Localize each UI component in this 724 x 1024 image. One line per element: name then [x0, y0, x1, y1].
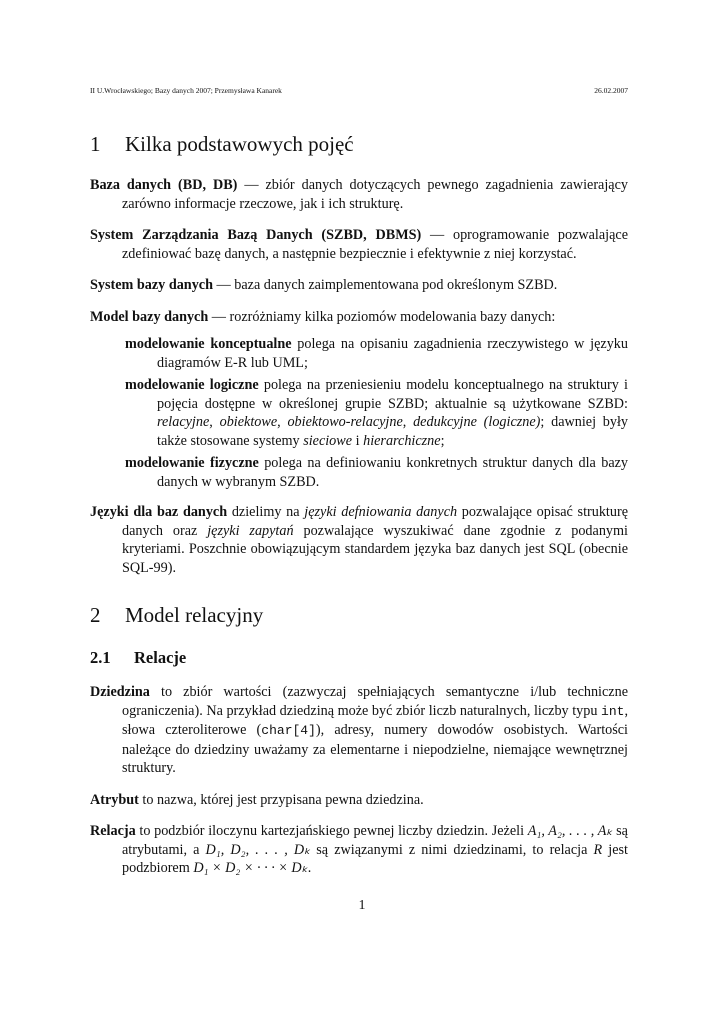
languages-text-3: pozwalające wyszukiwać dane zgodnie z podanymi kryteriami. Poszchnie obowiązującym standardem języka baz danych jest SQL (obecnie SQL-99). — [122, 522, 628, 576]
definition-database-model — [90, 308, 628, 327]
logical-em-relational: relacyjne — [157, 414, 210, 430]
modeling-logical — [125, 376, 628, 450]
document-body — [90, 130, 628, 891]
relation-math-r: R — [593, 841, 603, 858]
logical-text-3: i — [352, 432, 364, 449]
logical-em-object-relational: obiektowo-relacyjne — [287, 414, 403, 430]
section-2-title: Model relacyjny — [125, 603, 264, 627]
term-database: Baza danych (BD, DB) — [90, 177, 238, 193]
term-domain: Dziedzina — [90, 684, 150, 700]
definition-attribute — [90, 791, 628, 810]
subsection-2-1-title: Relacje — [134, 648, 187, 667]
relation-text-3: są związanymi z nimi dziedzinami, to relacja — [310, 841, 594, 858]
definition-dbms-text: — oprogramowanie pozwalające zdefiniować bazę danych, a następnie bezpiecznie i efektywnie z niej korzystać. — [122, 227, 628, 262]
section-1-heading — [90, 130, 628, 158]
relation-math-attributes: A₁, A₂, . . . , Aₖ — [527, 823, 613, 839]
relation-math-domains: D₁, D₂, . . . , Dₖ — [205, 841, 311, 858]
running-header — [90, 86, 628, 95]
term-physical: modelowanie fizyczne — [125, 455, 259, 471]
logical-sep-3: , — [402, 414, 414, 430]
page-number: 1 — [358, 898, 366, 913]
definition-database — [90, 176, 628, 213]
domain-code-char4: char[4] — [261, 723, 316, 738]
definition-relation — [90, 822, 628, 878]
conceptual-text: polega na opisaniu zagadnienia rzeczywistego w języku diagramów E-R lub UML; — [157, 336, 628, 371]
logical-sep-1: , — [209, 414, 220, 430]
term-conceptual: modelowanie konceptualne — [125, 336, 292, 352]
modeling-levels-list — [125, 335, 628, 491]
domain-text-3: ), adresy, numery dowodów osobistych. Wartości należące do dziedziny uważamy za elementarne i niepodzielne, niemające wewnętrznej struktury. — [122, 722, 628, 776]
relation-math-product: D₁ × D₂ × · · · × Dₖ — [193, 860, 308, 876]
domain-text-2: , słowa czteroliterowe ( — [122, 702, 628, 738]
subsection-2-1-number: 2.1 — [90, 648, 111, 667]
term-logical: modelowanie logiczne — [125, 377, 259, 393]
logical-sep-2: , — [277, 414, 288, 430]
languages-em-query: języki zapytań — [207, 522, 294, 539]
term-database-system: System bazy danych — [90, 277, 213, 293]
modeling-conceptual — [125, 335, 628, 372]
languages-text-2: pozwalające opisać strukturę danych oraz — [122, 504, 628, 539]
header-left: II U.Wrocławskiego; Bazy danych 2007; Przemysława Kanarek — [90, 86, 282, 95]
logical-em-object: obiektowe — [219, 414, 278, 430]
logical-text-2: ; dawniej były także stosowane systemy — [157, 414, 629, 449]
relation-text-2: są atrybutami, a — [122, 823, 628, 858]
definition-database-system — [90, 276, 628, 295]
term-database-model: Model bazy danych — [90, 308, 209, 325]
definition-database-system-text: — baza danych zaimplementowana pod określonym SZBD. — [212, 277, 558, 293]
definition-domain — [90, 683, 628, 778]
subsection-2-1-heading — [90, 647, 628, 669]
definition-dbms — [90, 226, 628, 263]
term-relation: Relacja — [90, 823, 136, 839]
languages-em-ddl: języki defniowania danych — [304, 504, 458, 520]
attribute-text: to nazwa, której jest przypisana pewna dziedzina. — [138, 791, 424, 808]
domain-code-int: int — [601, 703, 625, 719]
definition-database-model-text: — rozróżniamy kilka poziomów modelowania bazy danych: — [208, 308, 556, 325]
logical-em-hierarchical: hierarchiczne — [363, 432, 441, 449]
domain-text-1: to zbiór wartości (zazwyczaj spełniających semantyczne i/lub techniczne ograniczenia). Na przykład dziedziną może być zbiór liczb naturalnych, liczby typu — [122, 684, 628, 719]
header-date: 26.02.2007 — [594, 86, 628, 95]
relation-text-4: jest podzbiorem — [122, 841, 628, 876]
languages-text-1: dzielimy na — [227, 504, 305, 520]
logical-text-4: ; — [440, 432, 445, 449]
relation-text-1: to podzbiór iloczynu kartezjańskiego pewnej liczby dziedzin. Jeżeli — [135, 823, 528, 839]
term-dbms: System Zarządzania Bazą Danych (SZBD, DBMS) — [90, 227, 422, 243]
term-db-languages: Języki dla baz danych — [90, 504, 228, 520]
modeling-physical — [125, 454, 628, 491]
logical-text-1: polega na przeniesieniu modelu konceptualnego na struktury i pojęcia dostępne w określonej grupie SZBD; aktualnie są użytkowane SZBD: — [157, 377, 628, 412]
relation-text-5: . — [307, 860, 312, 876]
section-2-heading — [90, 601, 628, 629]
logical-em-network: sieciowe — [303, 432, 353, 449]
definition-db-languages — [90, 503, 628, 577]
physical-text: polega na definiowaniu konkretnych struktur danych dla bazy danych w wybranym SZBD. — [157, 455, 629, 490]
term-attribute: Atrybut — [90, 791, 139, 808]
logical-em-deductive: dedukcyjne (logiczne) — [413, 414, 541, 430]
section-1-title: Kilka podstawowych pojęć — [125, 132, 354, 156]
definition-database-text: — zbiór danych dotyczących pewnego zagadnienia zawierający zarówno informacje rzeczowe, jak i ich strukturę. — [122, 177, 628, 212]
section-2-number: 2 — [90, 603, 101, 627]
section-1-number: 1 — [90, 132, 101, 156]
